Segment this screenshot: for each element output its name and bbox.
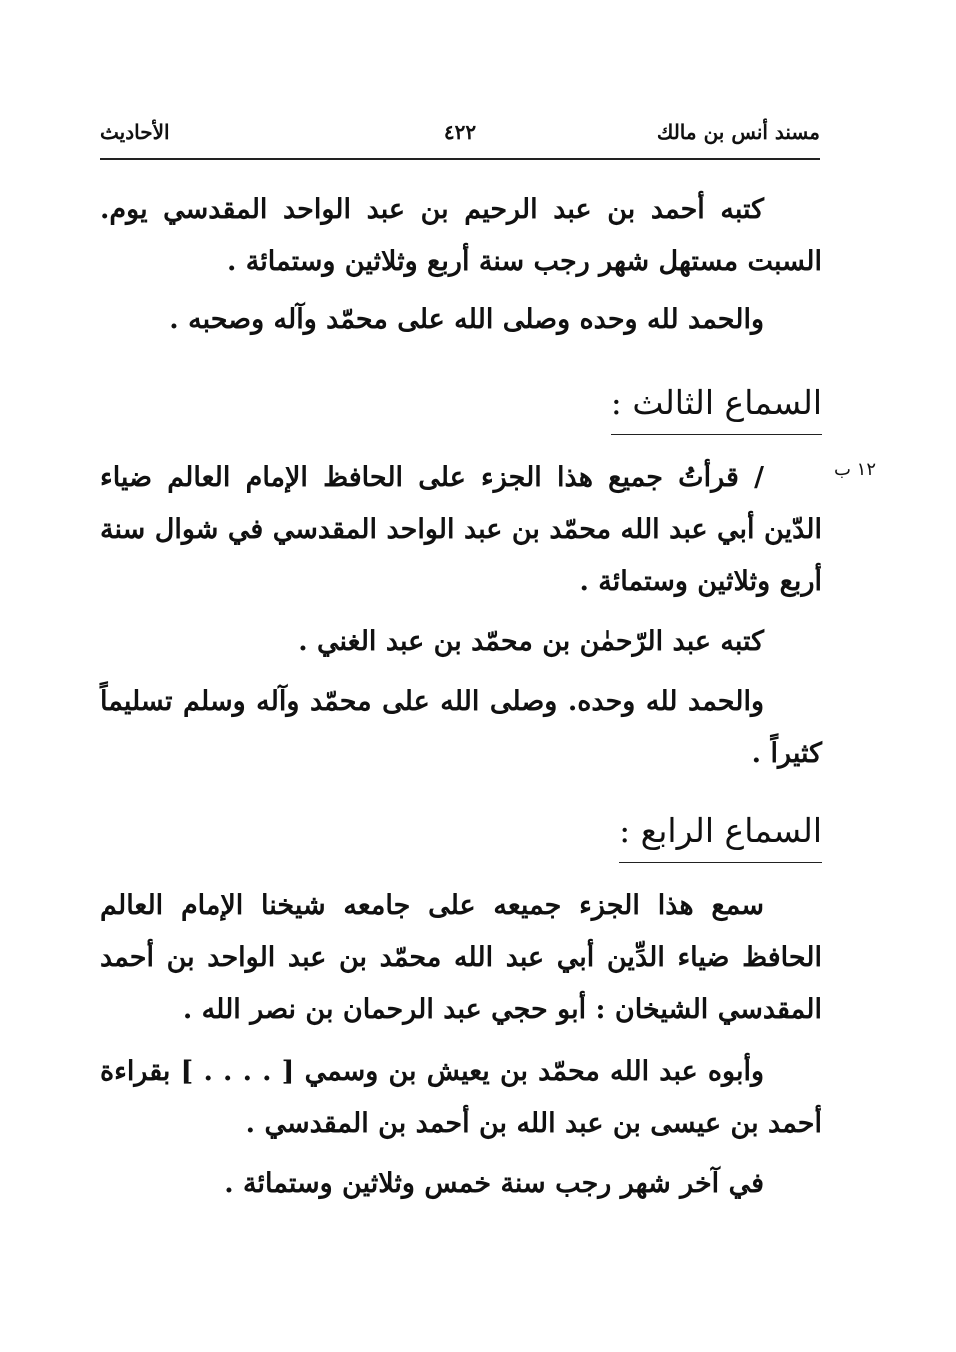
fourth-sama-block	[100, 880, 822, 1210]
section-title: الأحاديث	[100, 120, 170, 144]
page-number: ٤٢٢	[443, 120, 477, 144]
fourth-sama-heading: السماع الرابع :	[619, 808, 822, 863]
fourth-sama-text: سمع هذا الجزء جميعه على جامعه شيخنا الإمام العالم الحافظ ضياء الدِّين أبي عبد الله محمّد بن عبد الواحد بن أحمد المقدسي الشيخان : أبو حجي عبد الرحمان بن نصر الله .	[100, 890, 822, 1025]
third-sama-signature: كتبه عبد الرّحمٰن بن محمّد بن عبد الغني .	[298, 626, 764, 657]
running-header	[100, 118, 820, 160]
doxology-paragraph: والحمد لله وحده وصلى الله على محمّد وآله وصحبه .	[169, 304, 764, 335]
third-sama-block	[100, 452, 822, 780]
third-sama-heading: السماع الثالث :	[611, 380, 822, 435]
book-title: مسند أنس بن مالك	[656, 120, 820, 144]
fourth-sama-date: في آخر شهر رجب سنة خمس وثلاثين وستمائة .	[224, 1168, 764, 1199]
colophon-paragraph: كتبه أحمد بن عبد الرحيم بن عبد الواحد المقدسي يوم. السبت مستهل شهر رجب سنة أربع وثلاثين وستمائة .	[100, 194, 822, 277]
colophon-block	[100, 184, 822, 346]
third-sama-text: / قرأتُ جميع هذا الجزء على الحافظ الإمام العالم ضياء الدّين أبي عبد الله محمّد بن عبد الواحد المقدسي في شوال سنة أربع وثلاثين وستمائة .	[100, 462, 822, 597]
folio-margin-note: ١٢ ب	[833, 459, 876, 480]
fourth-sama-reader: وأبوه عبد الله محمّد بن يعيش بن وسمي [ . . . . ] بقراءة أحمد بن عيسى بن عبد الله بن أحمد بن المقدسي .	[100, 1056, 822, 1139]
third-sama-doxology: والحمد لله وحده. وصلى الله على محمّد وآله وسلم تسليماً كثيراً .	[100, 686, 822, 769]
